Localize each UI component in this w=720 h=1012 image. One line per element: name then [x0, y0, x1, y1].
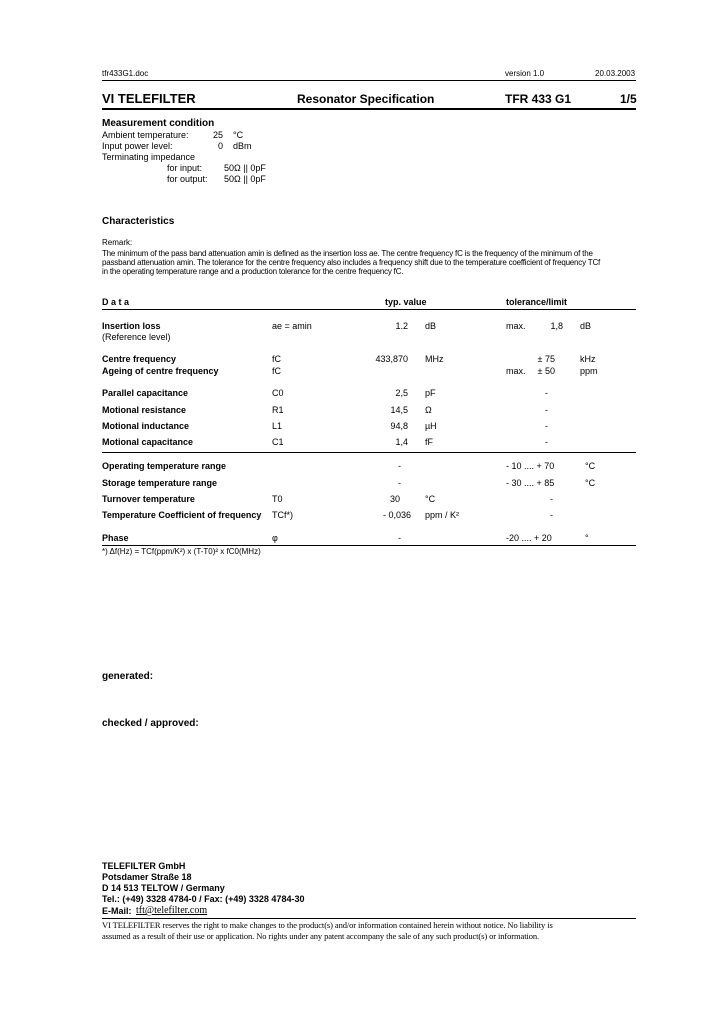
- row-st-temp-tol: - 30 .... + 85: [506, 478, 555, 488]
- power-value: 0: [218, 141, 224, 151]
- row-insertion-loss-sub: (Reference level): [102, 332, 171, 342]
- footer-email-label: E-Mail:: [102, 906, 132, 916]
- row-phase-tol: -20 .... + 20: [506, 533, 552, 543]
- row-turnover-name: Turnover temperature: [102, 494, 195, 504]
- row-c1-tol: -: [545, 437, 548, 447]
- ambient-value: 25: [213, 130, 224, 140]
- footer-phone: Tel.: (+49) 3328 4784-0 / Fax: (+49) 3328 4784-30: [102, 894, 305, 904]
- row-centre-freq-name: Centre frequency: [102, 354, 177, 364]
- characteristics-title: Characteristics: [102, 216, 175, 227]
- terminating-label: Terminating impedance: [102, 152, 196, 162]
- remark-line-2: passband attenuation amin. The tolerance for the centre frequency also includes a frequency shift due to the temperature coefficient of frequency TCf: [102, 258, 601, 267]
- footer-rule: [102, 918, 636, 919]
- input-label: for input:: [167, 163, 203, 173]
- row-op-temp-tol-unit: °C: [585, 461, 596, 471]
- table-header-rule: [102, 309, 636, 310]
- row-insertion-loss-tol-pre: max.: [506, 321, 526, 331]
- output-value: 50Ω || 0pF: [224, 174, 266, 184]
- remark-line-1: The minimum of the pass band attenuation amin is defined as the insertion loss ae. The centre frequency fC is the frequency of the minimum of the: [102, 249, 593, 258]
- row-r1-tol: -: [545, 405, 548, 415]
- table-mid-rule: [102, 452, 636, 453]
- disclaimer-line-1: VI TELEFILTER reserves the right to make changes to the product(s) and/or information contained herein without notice. No liability is: [102, 920, 553, 930]
- row-c0-sym: C0: [272, 388, 284, 398]
- row-turnover-sym: T0: [272, 494, 283, 504]
- row-tcf-tol: -: [550, 510, 553, 520]
- row-c0-tol: -: [545, 388, 548, 398]
- row-c0-val: 2,5: [395, 388, 408, 398]
- checked-label: checked / approved:: [102, 718, 199, 729]
- power-label: Input power level:: [102, 141, 173, 151]
- row-insertion-loss-unit: dB: [425, 321, 437, 331]
- disclaimer-line-2: assumed as a result of their use or application. No rights under any patent accompany the sale of any such product(s) or information.: [102, 931, 540, 941]
- header-filename: tfr433G1.doc: [102, 69, 149, 78]
- power-unit: dBm: [233, 141, 252, 151]
- row-insertion-loss-sym: ae = amin: [272, 321, 312, 331]
- row-l1-unit: µH: [425, 421, 437, 431]
- row-phase-val: -: [398, 533, 401, 543]
- row-tcf-name: Temperature Coefficient of frequency: [102, 510, 262, 520]
- header-date: 20.03.2003: [595, 69, 636, 78]
- row-r1-unit: Ω: [425, 405, 432, 415]
- output-label: for output:: [167, 174, 208, 184]
- row-centre-freq-val: 433,870: [375, 354, 408, 364]
- row-op-temp-tol: - 10 .... + 70: [506, 461, 555, 471]
- footer-email-link[interactable]: tft@telefilter.com: [136, 905, 208, 916]
- row-c1-sym: C1: [272, 437, 284, 447]
- footer-city: D 14 513 TELTOW / Germany: [102, 883, 225, 893]
- company-name: VI TELEFILTER: [102, 91, 196, 106]
- row-l1-val: 94,8: [390, 421, 408, 431]
- row-st-temp-val: -: [398, 478, 401, 488]
- row-c1-name: Motional capacitance: [102, 437, 194, 447]
- row-st-temp-tol-unit: °C: [585, 478, 596, 488]
- row-insertion-loss-tol: 1,8: [550, 321, 563, 331]
- footer-street: Potsdamer Straße 18: [102, 872, 192, 882]
- footer-company: TELEFILTER GmbH: [102, 861, 186, 871]
- title-rule: [102, 108, 636, 110]
- col-data-header: D a t a: [102, 297, 130, 307]
- row-centre-freq-sym: fC: [272, 354, 281, 364]
- row-centre-freq-tol-unit: kHz: [580, 354, 596, 364]
- row-st-temp-name: Storage temperature range: [102, 478, 218, 488]
- row-turnover-val: 30: [390, 494, 401, 504]
- row-ageing-name: Ageing of centre frequency: [102, 366, 219, 376]
- part-number: TFR 433 G1: [505, 92, 572, 106]
- table-bottom-rule: [102, 545, 636, 546]
- row-c1-unit: fF: [425, 437, 433, 447]
- doc-title: Resonator Specification: [297, 92, 435, 106]
- row-l1-sym: L1: [272, 421, 283, 431]
- row-c0-unit: pF: [425, 388, 436, 398]
- row-op-temp-val: -: [398, 461, 401, 471]
- row-r1-name: Motional resistance: [102, 405, 187, 415]
- col-tol-header: tolerance/limit: [506, 297, 568, 307]
- row-insertion-loss-name: Insertion loss: [102, 321, 161, 331]
- row-insertion-loss-tol-unit: dB: [580, 321, 592, 331]
- row-c1-val: 1,4: [395, 437, 408, 447]
- row-turnover-unit: °C: [425, 494, 436, 504]
- remark-label: Remark:: [102, 238, 133, 247]
- row-ageing-tol: ± 50: [537, 366, 555, 376]
- measurement-title: Measurement condition: [102, 118, 215, 129]
- header-rule: [102, 80, 636, 81]
- col-typ-header: typ. value: [385, 297, 427, 307]
- remark-line-3: in the operating temperature range and a production tolerance for the centre frequency fC.: [102, 267, 404, 276]
- row-turnover-tol: -: [550, 494, 553, 504]
- row-tcf-val: - 0,036: [383, 510, 412, 520]
- row-ageing-sym: fC: [272, 366, 281, 376]
- ambient-label: Ambient temperature:: [102, 130, 189, 140]
- footnote: *) Δf(Hz) = TCf(ppm/K²) x (T-T0)² x fC0(MHz): [102, 547, 261, 556]
- row-r1-sym: R1: [272, 405, 284, 415]
- input-value: 50Ω || 0pF: [224, 163, 266, 173]
- row-op-temp-name: Operating temperature range: [102, 461, 227, 471]
- page-number: 1/5: [620, 92, 637, 106]
- generated-label: generated:: [102, 671, 154, 682]
- row-tcf-sym: TCf*): [272, 510, 293, 520]
- row-ageing-tol-unit: ppm: [580, 366, 598, 376]
- row-centre-freq-unit: MHz: [425, 354, 444, 364]
- row-ageing-tol-pre: max.: [506, 366, 526, 376]
- ambient-unit: °C: [233, 130, 244, 140]
- row-l1-name: Motional inductance: [102, 421, 190, 431]
- row-insertion-loss-val: 1.2: [395, 321, 408, 331]
- row-phase-name: Phase: [102, 533, 129, 543]
- row-c0-name: Parallel capacitance: [102, 388, 189, 398]
- row-phase-tol-unit: °: [585, 533, 589, 543]
- row-tcf-unit: ppm / K²: [425, 510, 460, 520]
- row-centre-freq-tol: ± 75: [537, 354, 555, 364]
- row-phase-sym: φ: [272, 533, 278, 543]
- row-r1-val: 14,5: [390, 405, 408, 415]
- row-l1-tol: -: [545, 421, 548, 431]
- header-version: version 1.0: [505, 69, 545, 78]
